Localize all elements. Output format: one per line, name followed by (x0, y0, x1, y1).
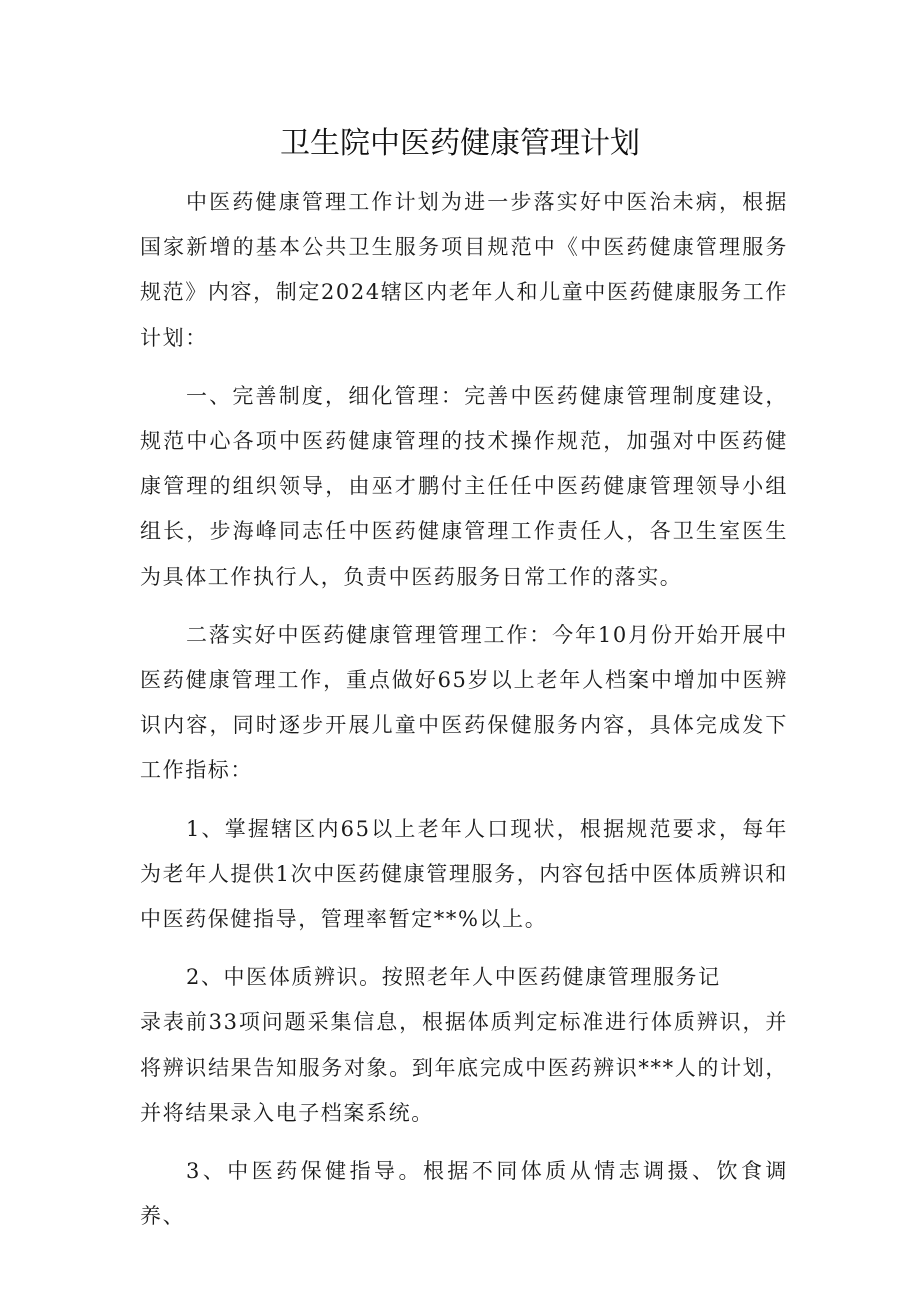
item-two-paragraph: 2、中医体质辨识。按照老年人中医药健康管理服务记 (186, 965, 721, 990)
item-two-continuation-paragraph: 录表前33项问题采集信息，根据体质判定标准进行体质辨识，并将辨识结果告知服务对象。到年底完成中医药辨识***人的计划，并将结果录入电子档案系统。 (140, 1010, 788, 1125)
section-one-paragraph: 一、完善制度，细化管理：完善中医药健康管理制度建设，规范中心各项中医药健康管理的技术操作规范，加强对中医药健康管理的组织领导，由巫才鹏付主任任中医药健康管理领导小组组长，步海峰同志任中医药健康管理工作责任人，各卫生室医生为具体工作执行人，负责中医药服务日常工作的落实。 (140, 383, 788, 589)
section-two-paragraph: 二落实好中医药健康管理管理工作：今年10月份开始开展中医药健康管理工作，重点做好65岁以上老年人档案中增加中医辨识内容，同时逐步开展儿童中医药保健服务内容，具体完成发下工作指标： (140, 622, 788, 783)
document-body (140, 180, 788, 1252)
document-title: 卫生院中医药健康管理计划 (280, 126, 640, 161)
intro-paragraph: 中医药健康管理工作计划为进一步落实好中医治未病，根据国家新增的基本公共卫生服务项目规范中《中医药健康管理服务规范》内容，制定2024辖区内老年人和儿童中医药健康服务工作计划： (140, 190, 788, 350)
item-one-paragraph: 1、掌握辖区内65以上老年人口现状，根据规范要求，每年为老年人提供1次中医药健康管理服务，内容包括中医体质辨识和中医药保健指导，管理率暂定**%以上。 (140, 816, 788, 932)
item-three-paragraph: 3、中医药保健指导。根据不同体质从情志调摄、饮食调养、 (140, 1159, 788, 1229)
